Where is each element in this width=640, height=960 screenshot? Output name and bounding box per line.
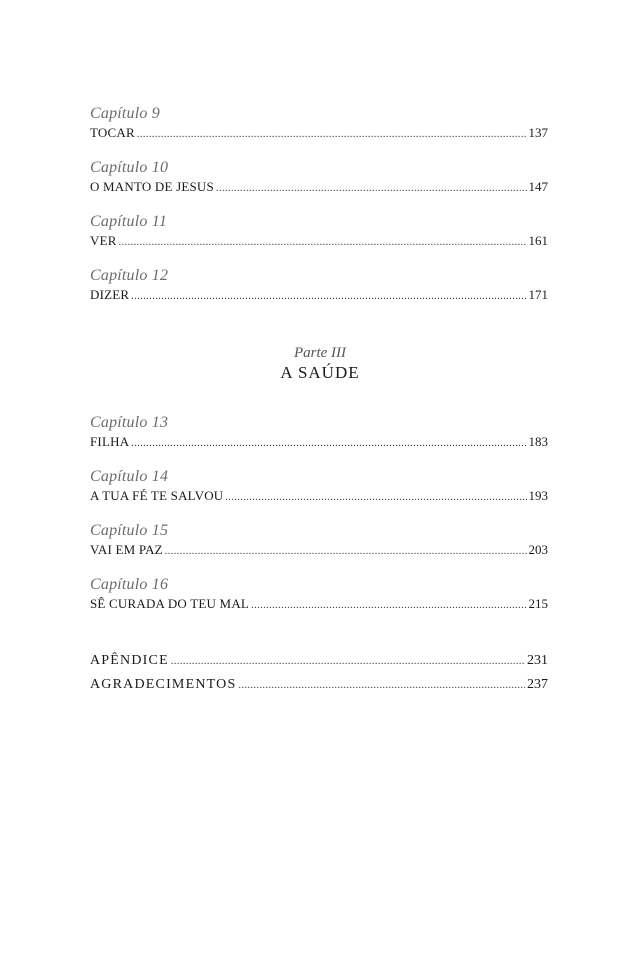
toc-entry-chapter-12[interactable]: [90, 266, 548, 304]
part-label: Parte III: [293, 345, 347, 361]
part-heading: [0, 344, 640, 384]
toc-line: [90, 433, 548, 451]
chapter-title: SÊ CURADA DO TEU MAL: [90, 596, 250, 611]
chapter-title: TOCAR: [90, 125, 135, 140]
dot-leader: [131, 288, 526, 306]
chapter-label: Capítulo 13: [90, 414, 169, 431]
toc-entry-appendix[interactable]: [90, 651, 548, 671]
dot-leader: [165, 543, 527, 561]
page-number: 237: [527, 677, 548, 692]
page-number: 161: [528, 233, 548, 248]
chapter-label: Capítulo 15: [90, 522, 169, 539]
chapter-label: Capítulo 14: [90, 468, 169, 485]
page-number: 137: [528, 125, 548, 140]
chapter-label: Capítulo 10: [90, 159, 169, 176]
page-number: 171: [528, 287, 548, 302]
chapter-title: FILHA: [90, 434, 130, 449]
dot-leader: [216, 180, 527, 198]
toc-entry-chapter-9[interactable]: [90, 104, 548, 142]
toc-line: [90, 286, 548, 304]
back-matter-title: APÊNDICE: [90, 653, 169, 668]
page-number: 147: [528, 179, 548, 194]
dot-leader: [171, 652, 525, 672]
toc-line: [90, 595, 548, 613]
toc-line: [90, 487, 548, 505]
chapter-title: A TUA FÉ TE SALVOU: [90, 488, 224, 503]
page-number: 183: [528, 434, 548, 449]
chapter-title: DIZER: [90, 287, 130, 302]
toc-line: [90, 675, 548, 695]
part-title: A SAÚDE: [280, 363, 360, 382]
toc-entry-acknowledgements[interactable]: [90, 675, 548, 695]
toc-line: [90, 232, 548, 250]
page-number: 231: [527, 653, 548, 668]
toc-entry-chapter-15[interactable]: [90, 521, 548, 559]
toc-line: [90, 124, 548, 142]
dot-leader: [225, 489, 526, 507]
chapter-title: O MANTO DE JESUS: [90, 179, 214, 194]
dot-leader: [238, 676, 525, 696]
page-number: 203: [528, 542, 548, 557]
toc-line: [90, 541, 548, 559]
chapter-label: Capítulo 12: [90, 267, 169, 284]
dot-leader: [251, 597, 526, 615]
chapter-label: Capítulo 11: [90, 213, 168, 230]
toc-entry-chapter-16[interactable]: [90, 575, 548, 613]
page-number: 193: [528, 488, 548, 503]
dot-leader: [137, 126, 527, 144]
chapter-title: VAI EM PAZ: [90, 542, 163, 557]
page-number: 215: [528, 596, 548, 611]
chapter-title: VER: [90, 233, 117, 248]
toc-line: [90, 651, 548, 671]
toc-entry-chapter-11[interactable]: [90, 212, 548, 250]
dot-leader: [119, 234, 527, 252]
toc-line: [90, 178, 548, 196]
back-matter-title: AGRADECIMENTOS: [90, 677, 237, 692]
toc-entry-chapter-13[interactable]: [90, 413, 548, 451]
chapter-label: Capítulo 9: [90, 105, 161, 122]
toc-entry-chapter-14[interactable]: [90, 467, 548, 505]
dot-leader: [131, 435, 526, 453]
toc-entry-chapter-10[interactable]: [90, 158, 548, 196]
chapter-label: Capítulo 16: [90, 576, 169, 593]
